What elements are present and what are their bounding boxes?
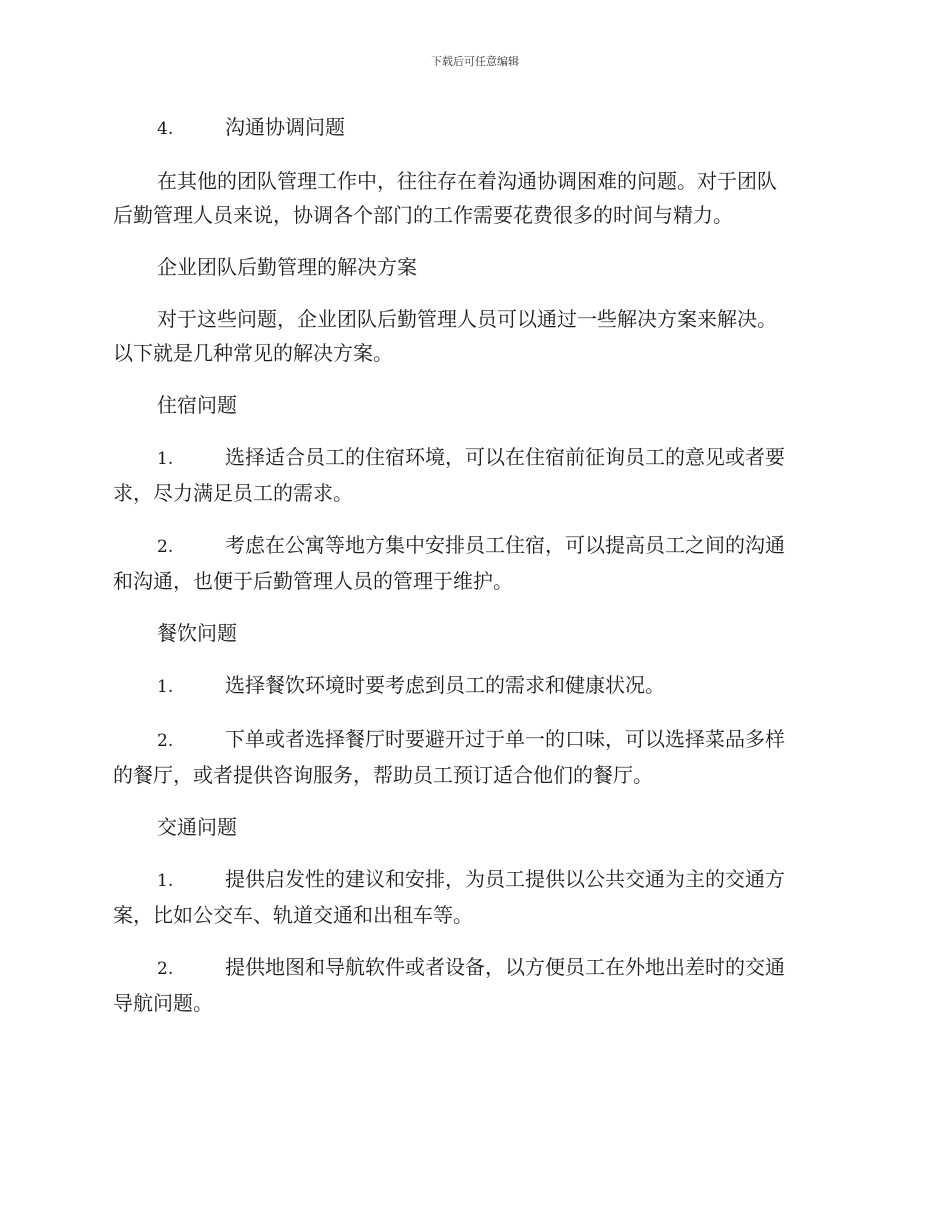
paragraph-communication xyxy=(113,164,837,232)
list-item-communication xyxy=(113,110,837,146)
list-number: 4. xyxy=(157,119,174,139)
list-item-housing-2 xyxy=(113,528,837,598)
list-item-text: 提供启发性的建议和安排，为员工提供以公共交通为主的交通方 xyxy=(225,867,785,891)
list-item-dining-1 xyxy=(113,668,837,704)
list-item-text: 选择餐饮环境时要考虑到员工的需求和健康状况。 xyxy=(225,673,665,697)
list-item-text: 考虑在公寓等地方集中安排员工住宿，可以提高员工之间的沟通 xyxy=(225,533,785,557)
page-header: 下载后可任意编辑 xyxy=(431,55,519,68)
paragraph-line: 导航问题。 xyxy=(113,991,213,1015)
list-item-dining-2 xyxy=(113,722,837,792)
document-body xyxy=(113,110,837,1020)
list-item-housing-1 xyxy=(113,440,837,510)
section-heading-transport: 交通问题 xyxy=(157,815,237,839)
section-heading-dining: 餐饮问题 xyxy=(157,621,237,645)
list-item-text: 沟通协调问题 xyxy=(225,115,345,139)
paragraph-line: 对于这些问题，企业团队后勤管理人员可以通过一些解决方案来解决。 xyxy=(157,307,777,331)
paragraph-line: 以下就是几种常见的解决方案。 xyxy=(113,341,393,365)
list-item-transport-1 xyxy=(113,862,837,932)
paragraph-line: 后勤管理人员来说，协调各个部门的工作需要花费很多的时间与精力。 xyxy=(113,203,733,227)
list-item-text: 提供地图和导航软件或者设备，以方便员工在外地出差时的交通 xyxy=(225,955,785,979)
list-number: 1. xyxy=(157,449,174,469)
list-number: 1. xyxy=(157,871,174,891)
list-item-text: 选择适合员工的住宿环境，可以在住宿前征询员工的意见或者要 xyxy=(225,445,785,469)
paragraph-line: 案，比如公交车、轨道交通和出租车等。 xyxy=(113,903,473,927)
list-number: 2. xyxy=(157,731,174,751)
list-number: 1. xyxy=(157,677,174,697)
list-number: 2. xyxy=(157,537,174,557)
paragraph-line: 的餐厅，或者提供咨询服务，帮助员工预订适合他们的餐厅。 xyxy=(113,763,653,787)
paragraph-line: 在其他的团队管理工作中，往往存在着沟通协调困难的问题。对于团队 xyxy=(157,169,777,193)
paragraph-solutions-intro xyxy=(113,302,837,370)
list-number: 2. xyxy=(157,959,174,979)
paragraph-line: 和沟通，也便于后勤管理人员的管理于维护。 xyxy=(113,569,513,593)
paragraph-line: 求，尽力满足员工的需求。 xyxy=(113,481,353,505)
list-item-transport-2 xyxy=(113,950,837,1020)
list-item-text: 下单或者选择餐厅时要避开过于单一的口味，可以选择菜品多样 xyxy=(225,727,785,751)
section-heading-solutions: 企业团队后勤管理的解决方案 xyxy=(157,255,417,279)
section-heading-housing: 住宿问题 xyxy=(157,393,237,417)
